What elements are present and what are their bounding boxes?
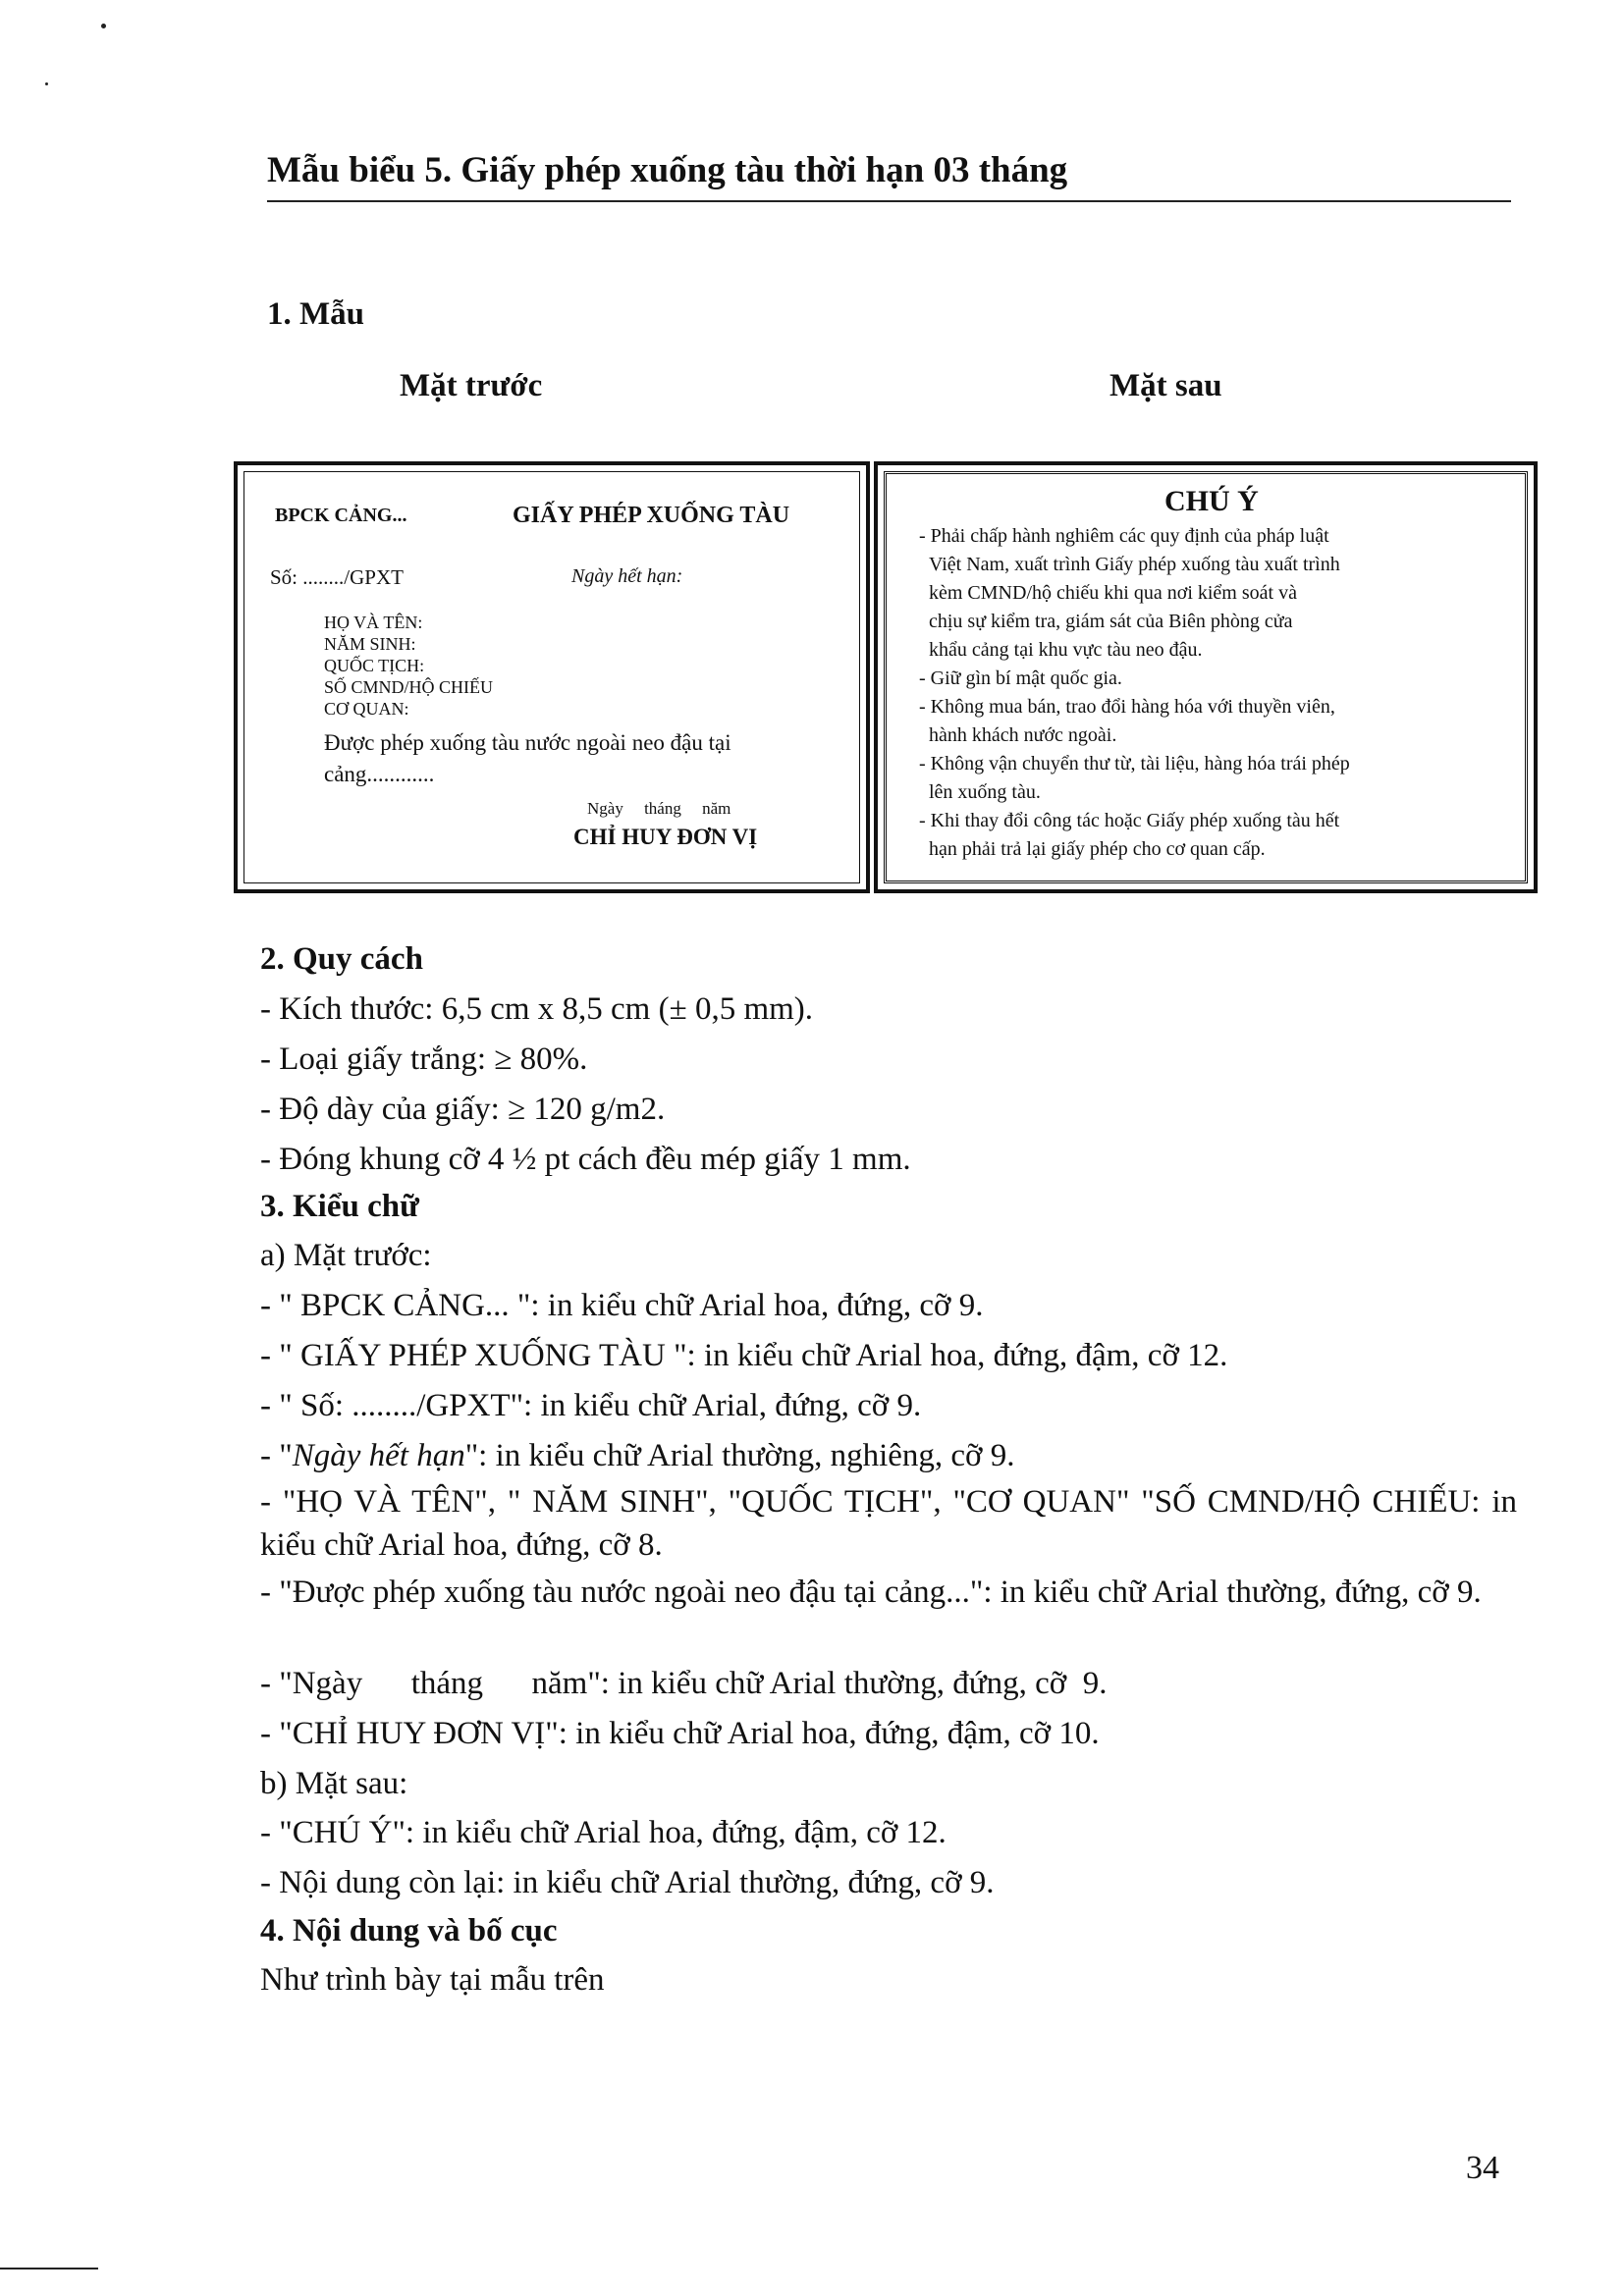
back-face-label: Mặt sau [1109,368,1222,403]
back-notice-line: - Phải chấp hành nghiêm các quy định của pháp luật [919,525,1329,547]
spec-line: - Loại giấy trắng: ≥ 80%. [260,1041,588,1077]
back-notice-line: chịu sự kiểm tra, giám sát của Biên phòng cửa [929,611,1293,632]
font-rule-line-wrapped: - "HỌ VÀ TÊN", " NĂM SINH", "QUỐC TỊCH", "CƠ QUAN" "SỐ CMND/HỘ CHIẾU: in kiểu chữ Arial hoa, đứng, cỡ 8. [260,1484,1517,1563]
back-notice-line: khẩu cảng tại khu vực tàu neo đậu. [929,639,1203,661]
font-rule-line: - " GIẤY PHÉP XUỐNG TÀU ": in kiểu chữ Arial hoa, đứng, đậm, cỡ 12. [260,1338,1228,1373]
front-expiry-label: Ngày hết hạn: [571,565,683,587]
spec-line: - Kích thước: 6,5 cm x 8,5 cm (± 0,5 mm). [260,991,814,1027]
back-notice-line: hạn phải trả lại giấy phép cho cơ quan cấp. [929,838,1266,860]
front-commander-label: CHỈ HUY ĐƠN VỊ [573,825,758,849]
section-heading-sample: 1. Mẫu [267,296,364,332]
spec-line: - Đóng khung cỡ 4 ½ pt cách đều mép giấy 1 mm. [260,1142,911,1177]
font-rule-line-wrapped: - "Được phép xuống tàu nước ngoài neo đậu tại cảng...": in kiểu chữ Arial thường, đứng, cỡ 9. [260,1575,1482,1610]
front-face-label: Mặt trước [400,368,543,403]
back-notice-line: kèm CMND/hộ chiếu khi qua nơi kiểm soát và [929,582,1297,604]
back-notice-line: - Không mua bán, trao đổi hàng hóa với thuyền viên, [919,696,1335,718]
font-rule-line: - "CHÚ Ý": in kiểu chữ Arial hoa, đứng, đậm, cỡ 12. [260,1815,947,1850]
front-number-label: Số: ......../GPXT [270,565,404,589]
back-notice-line: - Giữ gìn bí mật quốc gia. [919,667,1122,689]
subheading-front: a) Mặt trước: [260,1238,432,1273]
back-notice-line: hành khách nước ngoài. [929,724,1117,746]
back-notice-line: Việt Nam, xuất trình Giấy phép xuống tàu xuất trình [929,554,1340,575]
font-rule-line: - Nội dung còn lại: in kiểu chữ Arial thường, đứng, cỡ 9. [260,1865,995,1900]
title-underline [267,200,1511,202]
font-rule-prefix: - " [260,1438,293,1473]
back-notice-body [919,522,1498,864]
front-card [234,461,870,893]
front-full-name-label: HỌ VÀ TÊN: [324,613,423,632]
section-heading-fonts: 3. Kiểu chữ [260,1189,419,1224]
font-rule-line: - "Ngày tháng năm": in kiểu chữ Arial thường, đứng, cỡ 9. [260,1666,1108,1701]
front-id-passport-label: SỐ CMND/HỘ CHIẾU [324,677,494,697]
back-notice-heading: CHÚ Ý [1164,485,1259,517]
back-notice-line: - Khi thay đổi công tác hoặc Giấy phép xuống tàu hết [919,810,1340,831]
layout-note: Như trình bày tại mẫu trên [260,1962,605,1998]
front-agency-label: CƠ QUAN: [324,699,409,719]
font-rule-line: - " Số: ......../GPXT": in kiểu chữ Arial, đứng, cỡ 9. [260,1388,922,1423]
section-heading-specs: 2. Quy cách [260,941,423,977]
front-birth-year-label: NĂM SINH: [324,634,416,654]
scan-edge-line [0,2268,98,2269]
back-notice-line: lên xuống tàu. [929,781,1041,803]
front-port-label: BPCK CẢNG... [275,505,407,526]
front-permission-line-2: cảng............ [324,762,435,786]
page-number: 34 [1466,2150,1499,2186]
front-date-line: Ngày tháng năm [587,799,731,818]
front-nationality-label: QUỐC TỊCH: [324,656,425,675]
font-rule-line-italic [260,1431,1517,1480]
front-permission-line-1: Được phép xuống tàu nước ngoài neo đậu tại [324,730,731,755]
font-rule-line: - "CHỈ HUY ĐƠN VỊ": in kiểu chữ Arial hoa, đứng, đậm, cỡ 10. [260,1716,1100,1751]
subheading-back: b) Mặt sau: [260,1766,408,1801]
scan-speck [45,82,48,85]
back-notice-line: - Không vận chuyển thư từ, tài liệu, hàng hóa trái phép [919,753,1350,774]
spec-line: - Độ dày của giấy: ≥ 120 g/m2. [260,1092,666,1127]
section-heading-layout: 4. Nội dung và bố cục [260,1913,558,1949]
document-title: Mẫu biểu 5. Giấy phép xuống tàu thời hạn 03 tháng [267,150,1068,190]
font-rule-italic-term: Ngày hết hạn [292,1438,465,1473]
back-card [874,461,1538,893]
scan-speck [101,24,106,28]
font-rule-suffix: ": in kiểu chữ Arial thường, nghiêng, cỡ 9. [464,1438,1015,1473]
font-rule-line: - " BPCK CẢNG... ": in kiểu chữ Arial hoa, đứng, cỡ 9. [260,1288,984,1323]
front-permit-title: GIẤY PHÉP XUỐNG TÀU [513,503,790,528]
